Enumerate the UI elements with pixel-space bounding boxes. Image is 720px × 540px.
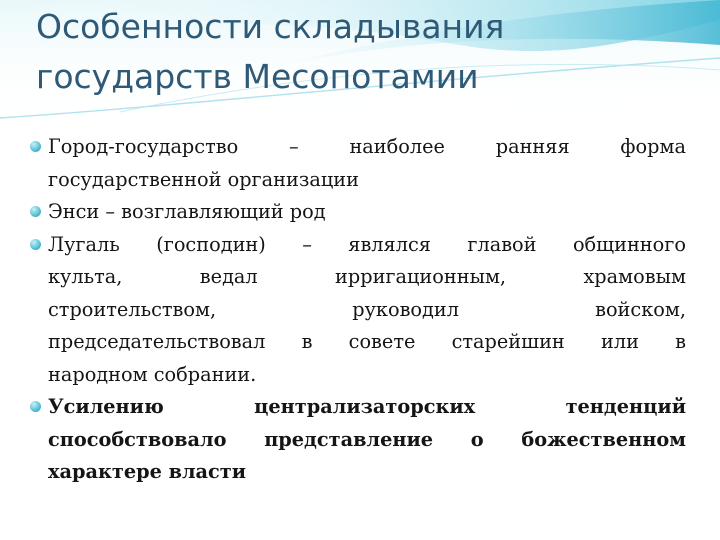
bullet-item — [30, 196, 686, 229]
bullet-word: – — [302, 232, 312, 256]
bullet-word: тенденций — [565, 395, 686, 418]
bullet-word: ранняя — [495, 135, 570, 158]
bullet-line — [48, 131, 686, 164]
bullet-word: председательствовал — [48, 330, 266, 353]
bullet-word: совете — [348, 330, 416, 353]
bullet-line — [48, 326, 686, 359]
bullet-word: Город-государство — [48, 135, 239, 158]
bullet-line — [48, 456, 686, 489]
bullet-word: государственной организации — [48, 167, 359, 191]
bullet-word: руководил — [352, 297, 460, 321]
bullet-word: централизаторских — [254, 395, 476, 418]
bullet-line — [48, 359, 686, 392]
bullet-word: храмовым — [583, 265, 686, 288]
bullet-word: являлся — [348, 232, 431, 256]
bullet-word: наиболее — [349, 135, 445, 158]
title-line: государств Месопотамии — [36, 57, 479, 96]
bullet-item — [30, 391, 686, 489]
bullet-list — [30, 131, 686, 489]
bullet-word: Энси – возглавляющий род — [48, 200, 326, 223]
bullet-word: ведал — [199, 265, 258, 288]
bullet-line — [48, 164, 686, 197]
title-line: Особенности складывания — [36, 7, 505, 46]
bullet-word: характере власти — [48, 460, 247, 483]
bullet-line — [48, 229, 686, 262]
bullet-word: народном собрании. — [48, 362, 257, 386]
bullet-line — [48, 391, 686, 424]
bullet-word: главой — [467, 232, 537, 256]
bullet-dot-icon — [30, 141, 41, 152]
bullet-word: (господин) — [156, 232, 266, 256]
bullet-word: культа, — [48, 265, 123, 288]
bullet-word: представление — [264, 427, 434, 451]
bullet-word: в — [301, 330, 313, 353]
bullet-word: божественном — [521, 427, 686, 451]
bullet-word: строительством, — [48, 297, 217, 321]
bullet-item — [30, 229, 686, 392]
slide-title — [36, 2, 696, 102]
bullet-word: способствовало — [48, 427, 227, 451]
bullet-line — [48, 196, 686, 229]
bullet-word: старейшин — [451, 330, 565, 353]
bullet-dot-icon — [30, 239, 41, 250]
bullet-word: войском, — [595, 297, 686, 321]
bullet-dot-icon — [30, 401, 41, 412]
bullet-line — [48, 294, 686, 327]
bullet-line — [48, 261, 686, 294]
bullet-word: Лугаль — [48, 232, 120, 256]
bullet-word: в — [675, 330, 686, 353]
bullet-word: Усилению — [48, 395, 164, 418]
bullet-word: форма — [620, 135, 686, 158]
bullet-word: ирригационным, — [335, 265, 507, 288]
bullet-dot-icon — [30, 206, 41, 217]
bullet-word: или — [600, 330, 639, 353]
bullet-word: общинного — [572, 232, 686, 256]
bullet-word: о — [470, 427, 484, 451]
bullet-line — [48, 424, 686, 457]
bullet-item — [30, 131, 686, 196]
bullet-word: – — [289, 135, 299, 158]
